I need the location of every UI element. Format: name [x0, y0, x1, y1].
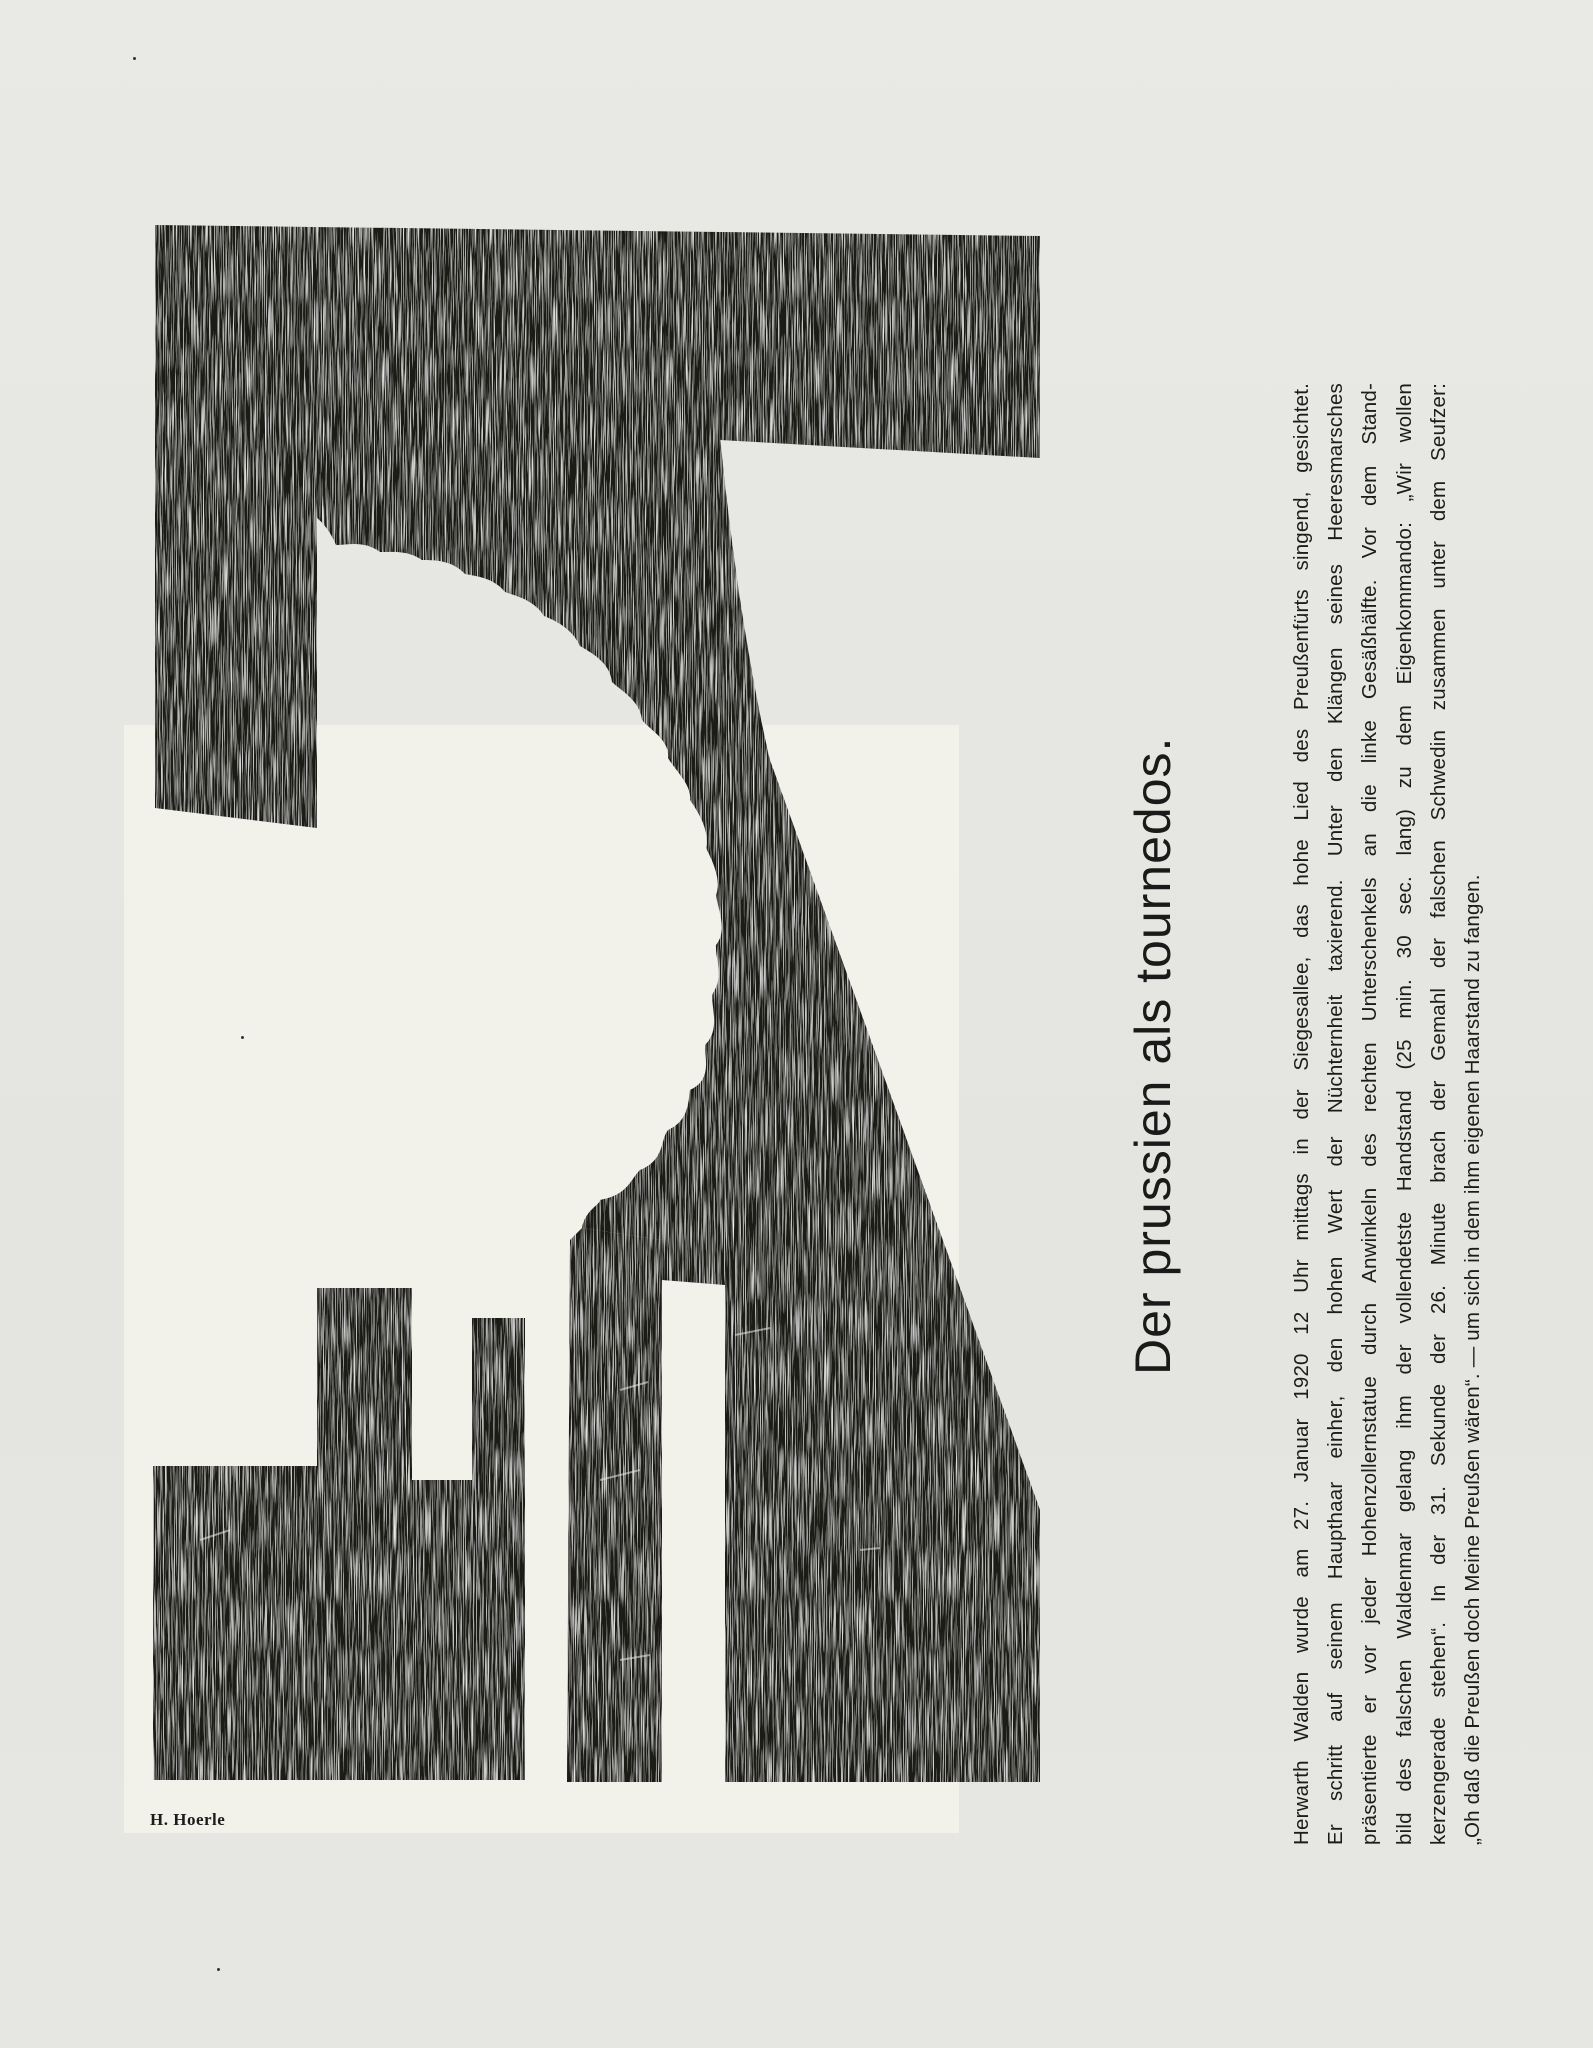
article-title: Der prussien als tournedos. — [1125, 736, 1181, 1375]
article-line: Herwarth Walden wurde am 27. Januar 1920 12 Uhr mittags in der Siegesallee, das hohe Lied des Preußenfürts singend, gesichtet. — [1290, 383, 1313, 1845]
article-line: kerzengerade stehen“. In der 31. Sekunde der 26. Minute brach der Gemahl der falschen Schwedin zusammen unter dem Seufzer: — [1426, 383, 1450, 1845]
article — [1123, 225, 1490, 1845]
article-line: „Oh daß die Preußen doch Meine Preußen wären“. — um sich in dem ihm eigenen Haarstand zu fangen. — [1461, 874, 1485, 1845]
article-body — [1285, 225, 1490, 1845]
article-line: Er schritt auf seinem Haupthaar einher, den hohen Wert der Nüchternheit taxierend. Unter den Klängen seines Heeresmarsches — [1324, 383, 1348, 1845]
stray-mark — [133, 57, 136, 60]
stray-mark — [241, 1036, 244, 1039]
article-line: bild des falschen Waldenmar gelang ihm der vollendetste Handstand (25 min. 30 sec. lang) zu dem Eigenkommando: „Wir wollen — [1392, 383, 1416, 1845]
artist-credit: H. Hoerle — [150, 1810, 226, 1829]
stray-mark — [217, 1968, 220, 1971]
article-line: präsentierte er vor jeder Hohenzollernstatue durch Anwinkeln des rechten Unterschenkels an die linke Gesäßhälfte. Vor dem Stand- — [1358, 383, 1382, 1845]
